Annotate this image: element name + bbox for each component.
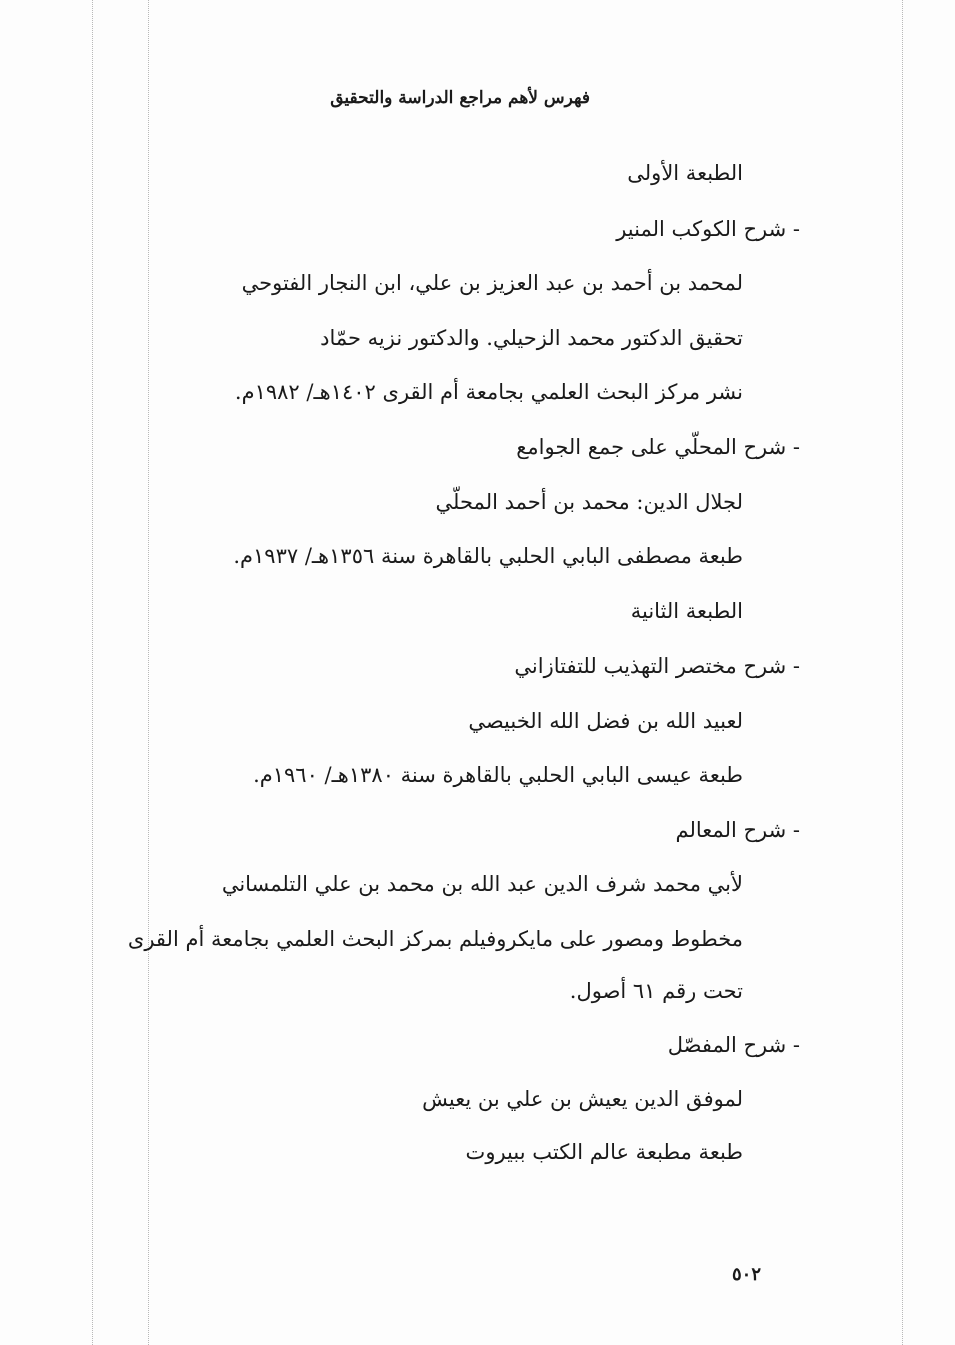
entry-title-maalim: - شرح المعالم <box>675 818 800 842</box>
entry-publication-mahalli: طبعة مصطفى البابي الحلبي بالقاهرة سنة ١٣٥٦هـ/ ١٩٣٧م. <box>233 544 743 568</box>
entry-title-mahalli: - شرح المحلّي على جمع الجوامع <box>516 435 800 459</box>
entry-editors-kawkab: تحقيق الدكتور محمد الزحيلي. والدكتور نزيه حمّاد <box>320 326 743 350</box>
entry-author-tahdhib: لعبيد الله بن فضل الله الخبيصي <box>468 709 743 733</box>
first-edition-label: الطبعة الأولى <box>627 161 743 185</box>
scan-artifact-line <box>92 0 93 1345</box>
entry-publication-kawkab: نشر مركز البحث العلمي بجامعة أم القرى ١٤٠٢هـ/ ١٩٨٢م. <box>234 380 743 404</box>
page-title: فهرس لأهم مراجع الدراسة والتحقيق <box>330 88 590 108</box>
entry-author-maalim: لأبي محمد شرف الدين عبد الله بن محمد بن علي التلمساني <box>221 872 743 896</box>
entry-author-mufassal: لموفق الدين يعيش بن علي بن يعيش <box>422 1087 743 1111</box>
entry-publication-tahdhib: طبعة عيسى البابي الحلبي بالقاهرة سنة ١٣٨٠هـ/ ١٩٦٠م. <box>253 763 743 787</box>
entry-publication-maalim-line2: تحت رقم ٦١ أصول. <box>569 979 743 1003</box>
entry-publication-maalim-line1: مخطوط ومصور على مايكروفيلم بمركز البحث العلمي بجامعة أم القرى <box>127 927 743 951</box>
entry-title-mufassal: - شرح المفصّل <box>667 1033 800 1057</box>
scan-artifact-line <box>902 0 903 1345</box>
second-edition-label: الطبعة الثانية <box>630 599 743 623</box>
scan-artifact-line <box>148 0 149 1345</box>
entry-author-mahalli: لجلال الدين: محمد بن أحمد المحلّي <box>435 490 743 514</box>
entry-publication-mufassal: طبعة مطبعة عالم الكتب ببيروت <box>465 1140 743 1164</box>
entry-title-kawkab: - شرح الكوكب المنير <box>616 217 800 241</box>
page-number: ٥٠٢ <box>732 1264 762 1285</box>
entry-title-tahdhib: - شرح مختصر التهذيب للتفتازاني <box>514 654 800 678</box>
entry-author-kawkab: لمحمد بن أحمد بن عبد العزيز بن علي، ابن النجار الفتوحي <box>241 271 743 295</box>
